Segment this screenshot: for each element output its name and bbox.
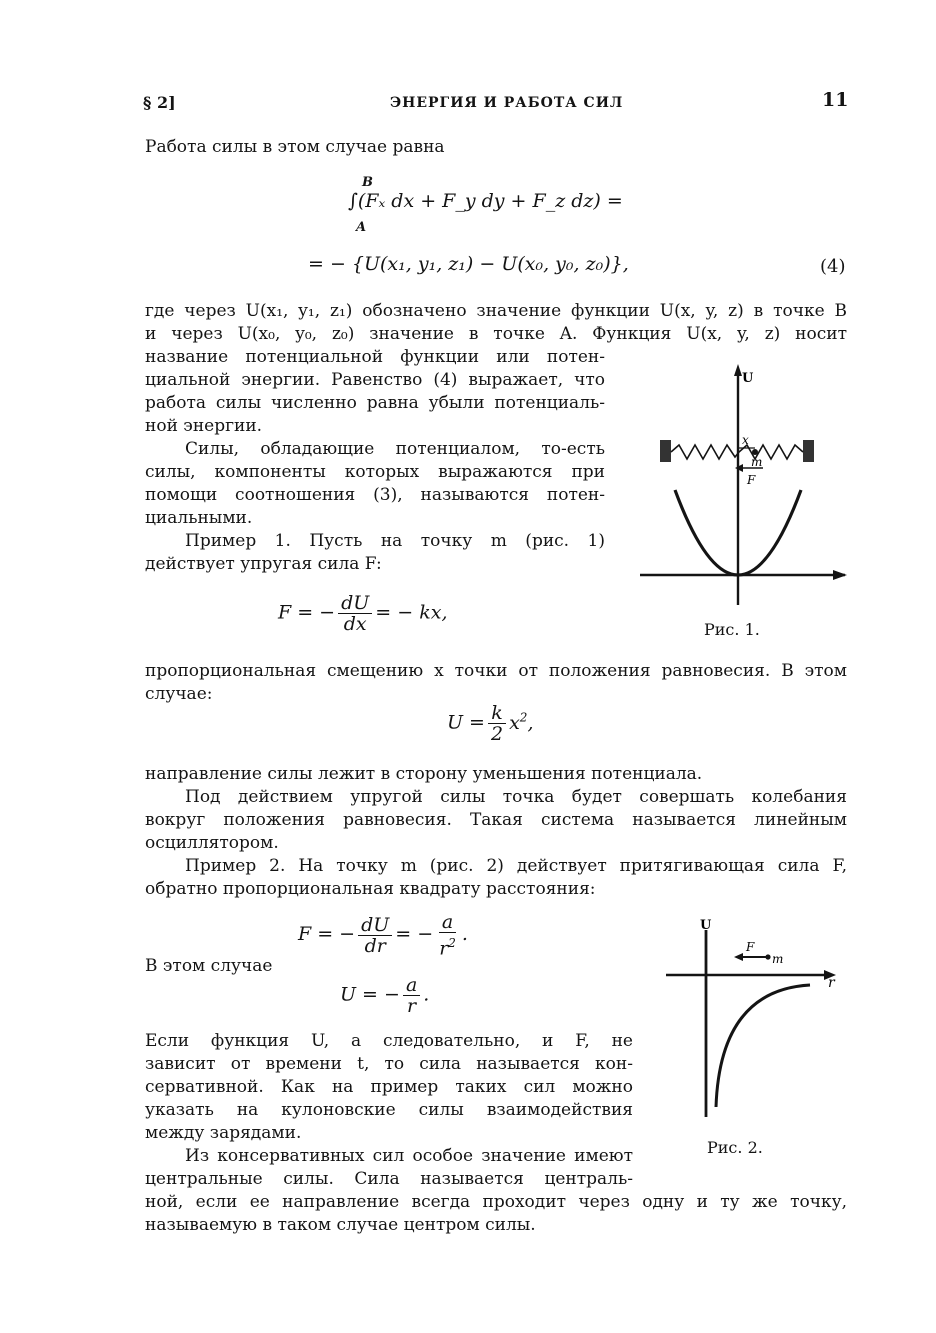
figure-2-caption: Рис. 2. [707,1138,763,1157]
paragraph-line: Пример 2. На точку m (рис. 2) действует притягивающая сила F, [185,856,847,876]
paragraph-line: Из консервативных сил особое значение имеют [185,1146,633,1166]
figure-1-caption: Рис. 1. [704,620,760,639]
paragraph-line: действует упругая сила F: [145,554,382,574]
paragraph-line: центральные силы. Сила называется централь- [145,1169,633,1189]
fig1-label-m: m [751,455,763,469]
paragraph-line: В этом случае [145,956,273,976]
paragraph-line: где через U(x₁, y₁, z₁) обозначено значение функции U(x, y, z) в точке B [145,301,847,321]
paragraph-line: название потенциальной функции или потен- [145,347,605,367]
equation-elastic-force: F = − $\frac{dU}{dx}$ = − kx, [278,592,448,635]
paragraph-line: направление силы лежит в сторону уменьшения потенциала. [145,764,703,784]
page-number: 11 [822,89,849,111]
fig2-label-f: F [746,940,755,954]
paragraph-line: указать на кулоновские силы взаимодействия [145,1100,633,1120]
fig2-hyperbola [716,985,810,1107]
fig1-x-arrow [833,570,847,580]
running-title: ЭНЕРГИЯ И РАБОТА СИЛ [390,95,624,111]
equation-elastic-potential: U = $\frac{k}{2}$ $x^2$, [447,702,534,745]
fig2-label-u: U [700,918,712,933]
paragraph-line: ной энергии. [145,416,263,436]
paragraph-line: и через U(x₀, y₀, z₀) значение в точке A. Функция U(x, y, z) носит [145,324,847,344]
fig2-mass-point [765,954,770,959]
paragraph-line: Пример 1. Пусть на точку m (рис. 1) [185,531,605,551]
fig1-u-arrow [734,364,742,376]
paragraph-line: помощи соотношения (3), называются потен- [145,485,605,505]
figure-1-oscillator [635,360,850,615]
paragraph-line: работа силы численно равна убыли потенциаль- [145,393,605,413]
paragraph-line: зависит от времени t, то сила называется кон- [145,1054,633,1074]
fig2-label-r: r [828,975,835,991]
paragraph-line: сервативной. Как на пример таких сил можно [145,1077,633,1097]
figure-2-central-force [660,915,860,1130]
paragraph-line: называемую в таком случае центром силы. [145,1215,536,1235]
paragraph-line: силы, компоненты которых выражаются при [145,462,605,482]
paragraph-line: осциллятором. [145,833,279,853]
paragraph-line: Силы, обладающие потенциалом, то-есть [185,439,605,459]
equation-central-force: F = − $\frac{dU}{dr}$ = − $\frac{a}{r^2}$ . [298,911,468,960]
fig1-left-wall [660,440,671,462]
equation-number-4: (4) [820,256,846,277]
paragraph-intro: Работа силы в этом случае равна [145,137,445,157]
fig1-label-x: x [742,433,749,447]
paragraph-line: обратно пропорциональная квадрату расстояния: [145,879,596,899]
fig1-label-f: F [747,473,756,487]
integral-lower-limit: A [356,220,367,235]
paragraph-line: вокруг положения равновесия. Такая система называется линейным [145,810,847,830]
paragraph-line: между зарядами. [145,1123,302,1143]
section-marker: § 2] [143,93,176,112]
paragraph-line: циальными. [145,508,253,528]
equation-4-line-1: ∫(Fₓ dx + F_y dy + F_z dz) = [348,190,623,212]
paragraph-line: ной, если ее направление всегда проходит через одну и ту же точку, [145,1192,847,1212]
paragraph-line: Под действием упругой силы точка будет совершать колебания [185,787,847,807]
paragraph-line: случае: [145,684,213,704]
integral-upper-limit: B [362,175,373,190]
equation-central-potential: U = − $\frac{a}{r}$ . [340,974,430,1017]
equation-4-line-2: = − {U(x₁, y₁, z₁) − U(x₀, y₀, z₀)}, [308,253,629,275]
fig1-right-wall [803,440,814,462]
paragraph-line: циальной энергии. Равенство (4) выражает, что [145,370,605,390]
fig1-label-u: U [742,371,754,386]
paragraph-line: Если функция U, а следовательно, и F, не [145,1031,633,1051]
paragraph-line: пропорциональная смещению x точки от положения равновесия. В этом [145,661,847,681]
fig2-label-m: m [772,952,784,966]
